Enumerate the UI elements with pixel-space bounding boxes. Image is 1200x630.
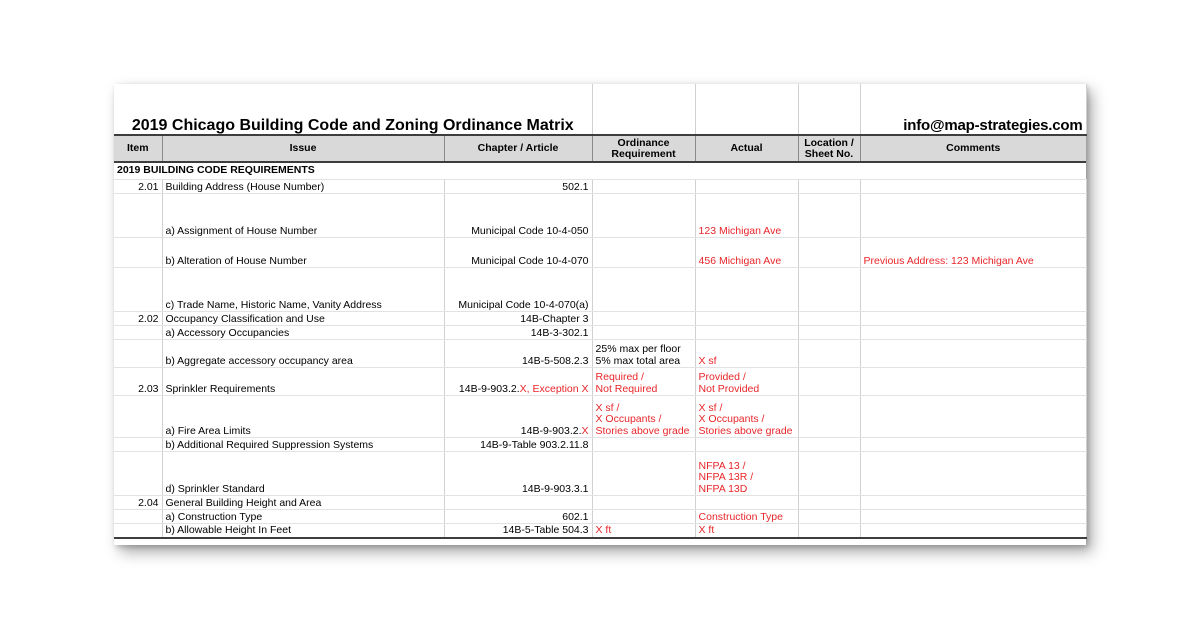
issue-text: General Building Height and Area — [165, 496, 322, 509]
ordinance-line: Not Required — [595, 382, 658, 395]
cell-comments — [860, 524, 1086, 538]
actual-line: Provided / — [698, 371, 746, 383]
cell-comments — [860, 180, 1086, 194]
cell-actual — [695, 510, 798, 524]
comments-text: Previous Address: 123 Michigan Ave — [863, 254, 1034, 267]
cell-comments — [860, 312, 1086, 326]
cell-comments — [860, 438, 1086, 452]
cell-actual — [695, 268, 798, 312]
table-row — [114, 524, 1086, 538]
cell-location — [798, 340, 860, 368]
issue-text: a) Assignment of House Number — [165, 224, 318, 237]
ordinance-line: Required / — [595, 371, 644, 383]
actual-line: X sf — [698, 354, 717, 367]
cell-issue — [162, 510, 444, 524]
cell-issue — [162, 194, 444, 238]
table-row — [114, 340, 1086, 368]
cell-item — [114, 368, 162, 396]
cell-location — [798, 510, 860, 524]
issue-text: c) Trade Name, Historic Name, Vanity Address — [165, 298, 382, 311]
actual-text: Construction Type — [698, 510, 783, 523]
table-row — [114, 238, 1086, 268]
cell-ordinance — [592, 524, 695, 538]
column-header-location: Location / Sheet No. — [798, 135, 860, 162]
cell-ordinance — [592, 180, 695, 194]
issue-text: b) Aggregate accessory occupancy area — [165, 354, 353, 367]
chapter-text: 602.1 — [562, 510, 589, 523]
cell-actual — [695, 194, 798, 238]
title-spacer-ordinance — [592, 84, 695, 135]
cell-location — [798, 438, 860, 452]
issue-text: b) Additional Required Suppression Systems — [165, 438, 374, 451]
chapter-text-black: 14B-9-903.2. — [458, 382, 520, 395]
item-text: 2.01 — [138, 180, 159, 193]
cell-ordinance — [592, 438, 695, 452]
cell-issue — [162, 268, 444, 312]
spreadsheet-sheet — [114, 84, 1086, 545]
cell-location — [798, 396, 860, 438]
cell-comments — [860, 326, 1086, 340]
table-row — [114, 194, 1086, 238]
cell-chapter — [444, 368, 592, 396]
cell-item — [114, 452, 162, 496]
cell-item — [114, 268, 162, 312]
cell-actual — [695, 452, 798, 496]
cell-issue — [162, 238, 444, 268]
cell-chapter — [444, 180, 592, 194]
item-text: 2.04 — [138, 496, 159, 509]
cell-chapter — [444, 438, 592, 452]
cell-location — [798, 268, 860, 312]
issue-text: d) Sprinkler Standard — [165, 482, 265, 495]
cell-actual — [695, 326, 798, 340]
cell-location — [798, 326, 860, 340]
cell-chapter — [444, 396, 592, 438]
cell-issue — [162, 326, 444, 340]
chapter-text: Municipal Code 10-4-050 — [471, 224, 589, 237]
cell-issue — [162, 396, 444, 438]
issue-text: b) Alteration of House Number — [165, 254, 307, 267]
cell-comments — [860, 452, 1086, 496]
cell-issue — [162, 312, 444, 326]
title-spacer-location — [798, 84, 860, 135]
column-header-comments: Comments — [860, 135, 1086, 162]
ordinance-line: 25% max per floor — [595, 343, 681, 355]
cell-chapter — [444, 326, 592, 340]
cell-item — [114, 238, 162, 268]
table-row — [114, 452, 1086, 496]
cell-comments — [860, 496, 1086, 510]
chapter-text: 502.1 — [562, 180, 589, 193]
chapter-text: 14B-3-302.1 — [530, 326, 589, 339]
issue-text: a) Fire Area Limits — [165, 424, 251, 437]
cell-location — [798, 194, 860, 238]
cell-actual — [695, 368, 798, 396]
cell-issue — [162, 452, 444, 496]
actual-line: Not Provided — [698, 382, 760, 395]
ordinance-line: 5% max total area — [595, 354, 681, 367]
cell-issue — [162, 180, 444, 194]
cell-ordinance — [592, 496, 695, 510]
chapter-text: Municipal Code 10-4-070 — [471, 254, 589, 267]
cell-ordinance — [592, 368, 695, 396]
actual-line: X sf / — [698, 401, 723, 414]
cell-comments — [860, 194, 1086, 238]
title-spacer-actual — [695, 84, 798, 135]
cell-actual — [695, 238, 798, 268]
document-title-cell — [114, 84, 592, 135]
cell-ordinance — [592, 268, 695, 312]
chapter-text: 14B-9-Table 903.2.11.8 — [480, 438, 589, 451]
table-row — [114, 510, 1086, 524]
cell-ordinance — [592, 194, 695, 238]
cell-issue — [162, 496, 444, 510]
cell-item — [114, 496, 162, 510]
table-row — [114, 396, 1086, 438]
cell-issue — [162, 524, 444, 538]
cell-ordinance — [592, 312, 695, 326]
cell-actual — [695, 396, 798, 438]
table-row — [114, 438, 1086, 452]
cell-ordinance — [592, 510, 695, 524]
actual-line: NFPA 13 / — [698, 459, 746, 472]
cell-chapter — [444, 238, 592, 268]
actual-line: NFPA 13D — [698, 482, 748, 495]
cell-comments — [860, 268, 1086, 312]
actual-text: 123 Michigan Ave — [698, 224, 782, 237]
column-header-ordinance: Ordinance Requirement — [592, 135, 695, 162]
cell-actual — [695, 496, 798, 510]
cell-ordinance — [592, 326, 695, 340]
cell-item — [114, 312, 162, 326]
issue-text: b) Allowable Height In Feet — [165, 524, 291, 536]
cell-item — [114, 524, 162, 538]
cell-comments — [860, 340, 1086, 368]
cell-location — [798, 238, 860, 268]
table-row — [114, 368, 1086, 396]
cell-chapter — [444, 340, 592, 368]
cell-comments — [860, 238, 1086, 268]
cell-location — [798, 524, 860, 538]
cell-location — [798, 452, 860, 496]
cell-issue — [162, 368, 444, 396]
cell-ordinance — [592, 452, 695, 496]
cell-chapter — [444, 268, 592, 312]
cell-comments — [860, 368, 1086, 396]
cell-actual — [695, 524, 798, 538]
cell-item — [114, 396, 162, 438]
issue-text: Sprinkler Requirements — [165, 382, 276, 395]
issue-text: Occupancy Classification and Use — [165, 312, 325, 325]
table-row — [114, 326, 1086, 340]
chapter-text-black: 14B-9-903.2. — [520, 424, 582, 437]
cell-actual — [695, 438, 798, 452]
cell-ordinance — [592, 238, 695, 268]
actual-line: X Occupants / — [698, 413, 765, 425]
cell-item — [114, 510, 162, 524]
table-row — [114, 312, 1086, 326]
section-title: 2019 BUILDING CODE REQUIREMENTS — [114, 162, 1086, 180]
actual-line: NFPA 13R / — [698, 471, 754, 483]
table-row — [114, 496, 1086, 510]
cell-issue — [162, 340, 444, 368]
column-header-chapter: Chapter / Article — [444, 135, 592, 162]
cell-location — [798, 312, 860, 326]
ordinance-line: X Occupants / — [595, 413, 662, 425]
cell-actual — [695, 180, 798, 194]
ordinance-text: X ft — [595, 524, 612, 536]
cell-location — [798, 368, 860, 396]
cell-item — [114, 340, 162, 368]
issue-text: Building Address (House Number) — [165, 180, 325, 193]
column-header-issue: Issue — [162, 135, 444, 162]
matrix-body — [114, 84, 1086, 538]
table-row — [114, 268, 1086, 312]
issue-text: a) Construction Type — [165, 510, 263, 523]
chapter-text: 14B-5-Table 504.3 — [502, 524, 589, 536]
cell-item — [114, 326, 162, 340]
actual-text: 456 Michigan Ave — [698, 254, 782, 267]
item-text: 2.03 — [138, 382, 159, 395]
ordinance-line: Stories above grade — [595, 424, 690, 437]
cell-item — [114, 194, 162, 238]
cell-actual — [695, 340, 798, 368]
cell-chapter — [444, 194, 592, 238]
cell-chapter — [444, 510, 592, 524]
cell-chapter — [444, 312, 592, 326]
contact-email: info@map-strategies.com — [860, 84, 1086, 135]
item-text: 2.02 — [138, 312, 159, 325]
cell-location — [798, 496, 860, 510]
table-row — [114, 180, 1086, 194]
chapter-text: 14B-5-508.2.3 — [521, 354, 589, 367]
cell-comments — [860, 510, 1086, 524]
chapter-text: Municipal Code 10-4-070(a) — [458, 298, 589, 311]
cell-comments — [860, 396, 1086, 438]
chapter-text-red: X, Exception X — [519, 382, 589, 395]
actual-text: X ft — [698, 524, 715, 536]
cell-chapter — [444, 496, 592, 510]
chapter-text: 14B-9-903.3.1 — [521, 482, 589, 495]
column-header-row — [114, 135, 1086, 162]
cell-location — [798, 180, 860, 194]
ordinance-line: X sf / — [595, 401, 620, 414]
column-header-item: Item — [114, 135, 162, 162]
column-header-actual: Actual — [695, 135, 798, 162]
cell-issue — [162, 438, 444, 452]
building-code-matrix-table — [114, 84, 1087, 539]
cell-item — [114, 438, 162, 452]
chapter-text: 14B-Chapter 3 — [520, 312, 589, 325]
actual-line: Stories above grade — [698, 424, 793, 437]
section-header-row — [114, 162, 1086, 180]
cell-actual — [695, 312, 798, 326]
title-row — [114, 84, 1086, 135]
page-title: 2019 Chicago Building Code and Zoning Ordinance Matrix — [131, 116, 574, 134]
cell-ordinance — [592, 340, 695, 368]
cell-item — [114, 180, 162, 194]
chapter-text-red: X — [581, 424, 589, 437]
cell-chapter — [444, 452, 592, 496]
issue-text: a) Accessory Occupancies — [165, 326, 290, 339]
cell-chapter — [444, 524, 592, 538]
cell-ordinance — [592, 396, 695, 438]
